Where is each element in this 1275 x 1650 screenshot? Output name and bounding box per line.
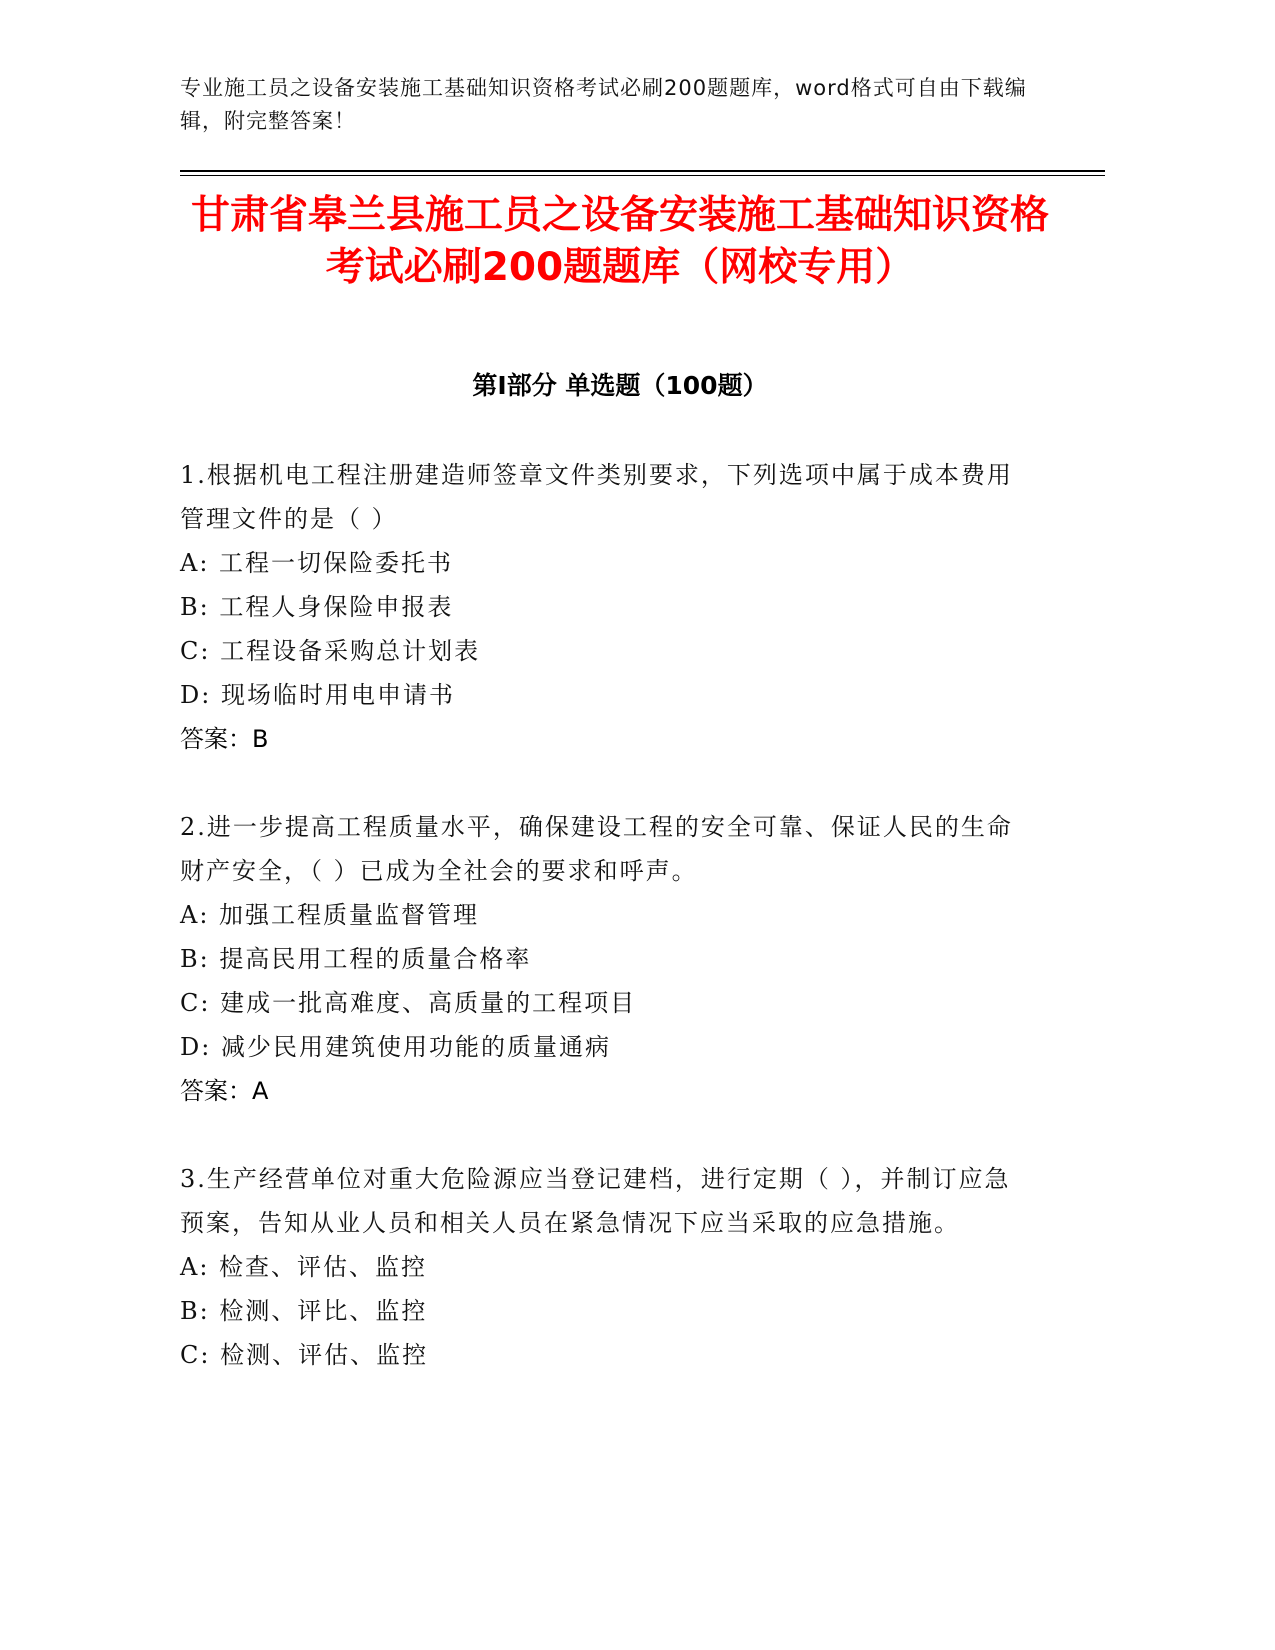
question-2 bbox=[180, 805, 1030, 1113]
option-d: D: 现场临时用电申请书 bbox=[180, 681, 455, 709]
question-stem: 3.生产经营单位对重大危险源应当登记建档，进行定期（ ），并制订应急预案，告知从业人员和相关人员在紧急情况下应当采取的应急措施。 bbox=[180, 1165, 1011, 1237]
option-b: B: 提高民用工程的质量合格率 bbox=[180, 945, 532, 973]
option-c: C: 工程设备采购总计划表 bbox=[180, 637, 481, 665]
option-b: B: 工程人身保险申报表 bbox=[180, 593, 454, 621]
question-3 bbox=[180, 1157, 1030, 1377]
option-d: D: 减少民用建筑使用功能的质量通病 bbox=[180, 1033, 611, 1061]
document-title: 甘肃省皋兰县施工员之设备安装施工基础知识资格考试必刷200题题库（网校专用） bbox=[190, 193, 1049, 290]
question-stem: 2.进一步提高工程质量水平，确保建设工程的安全可靠、保证人民的生命财产安全，（ ）已成为全社会的要求和呼声。 bbox=[180, 813, 1013, 885]
option-b: B: 检测、评比、监控 bbox=[180, 1297, 428, 1325]
question-stem: 1.根据机电工程注册建造师签章文件类别要求，下列选项中属于成本费用管理文件的是（ ） bbox=[180, 461, 1013, 533]
answer: 答案：B bbox=[180, 725, 269, 753]
option-a: A: 工程一切保险委托书 bbox=[180, 549, 454, 577]
header-rule-thick bbox=[180, 170, 1105, 172]
option-a: A: 加强工程质量监督管理 bbox=[180, 901, 480, 929]
option-c: C: 建成一批高难度、高质量的工程项目 bbox=[180, 989, 637, 1017]
answer: 答案：A bbox=[180, 1077, 269, 1105]
question-1 bbox=[180, 453, 1030, 761]
option-c: C: 检测、评估、监控 bbox=[180, 1341, 429, 1369]
option-a: A: 检查、评估、监控 bbox=[180, 1253, 428, 1281]
header-note: 专业施工员之设备安装施工基础知识资格考试必刷200题题库，word格式可自由下载编辑，附完整答案！ bbox=[180, 76, 1027, 133]
header-rule-thin bbox=[180, 175, 1105, 176]
section-heading: 第Ⅰ部分 单选题（100题） bbox=[472, 371, 768, 400]
question-list bbox=[180, 453, 1030, 1421]
